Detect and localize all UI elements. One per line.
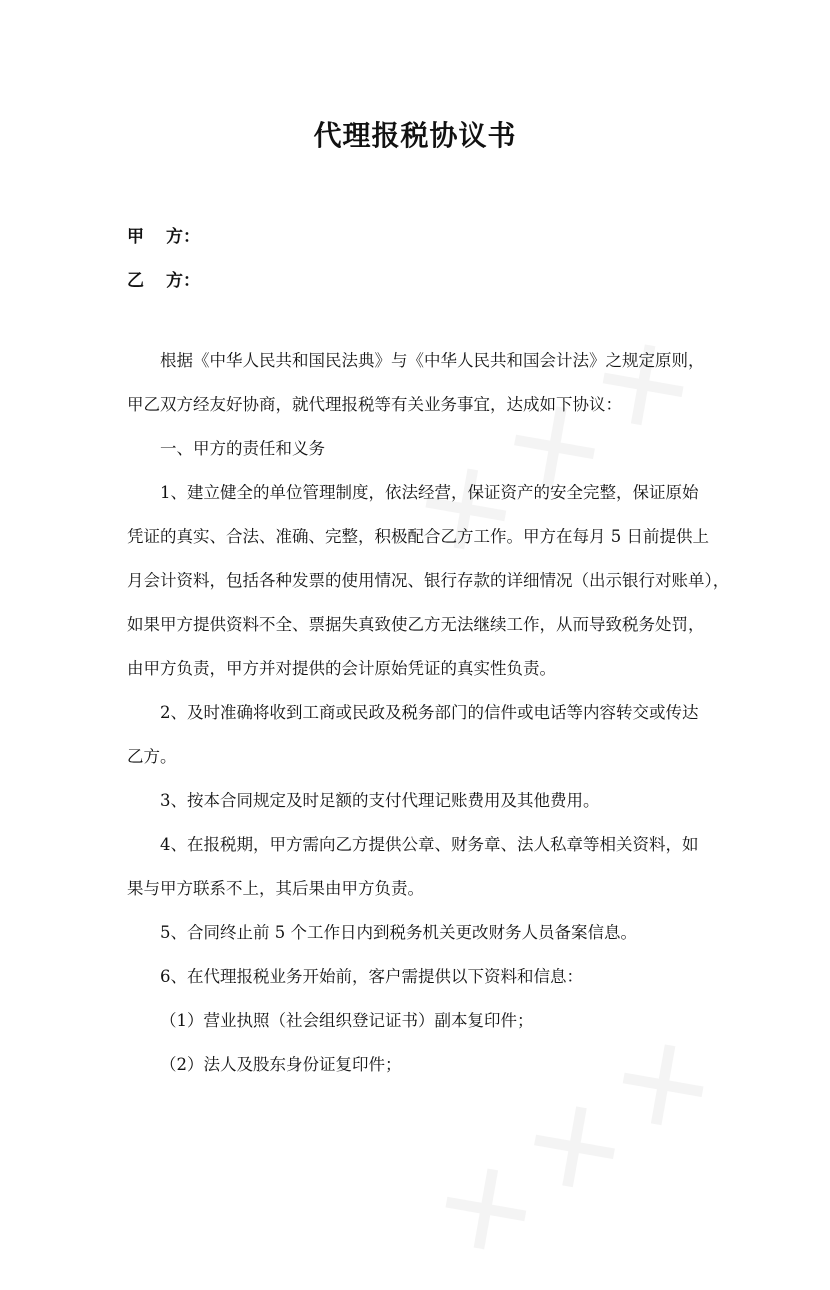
body-line: 月会计资料，包括各种发票的使用情况、银行存款的详细情况（出示银行对账单）， <box>127 571 730 590</box>
party-a-field <box>127 222 200 247</box>
party-a-label: 甲 <box>127 227 144 247</box>
body-line: 凭证的真实、合法、准确、完整，积极配合乙方工作。甲方在每月 5 日前提供上 <box>127 527 709 546</box>
body-line: 乙方。 <box>127 747 177 766</box>
document-title: 代理报税协议书 <box>313 119 517 152</box>
body-line: 一、甲方的责任和义务 <box>160 439 325 458</box>
body-line: 果与甲方联系不上，其后果由甲方负责。 <box>127 879 424 898</box>
body-line: 根据《中华人民共和国民法典》与《中华人民共和国会计法》之规定原则， <box>160 351 705 370</box>
body-line: （2）法人及股东身份证复印件； <box>160 1055 402 1074</box>
party-b-suffix: 方： <box>166 271 200 291</box>
body-line: 2、及时准确将收到工商或民政及税务部门的信件或电话等内容转交或传达 <box>160 703 699 722</box>
party-a-suffix: 方： <box>166 227 200 247</box>
body-line: 如果甲方提供资料不全、票据失真致使乙方无法继续工作，从而导致税务处罚， <box>127 615 705 634</box>
agreement-body <box>127 339 730 1087</box>
body-line: 5、合同终止前 5 个工作日内到税务机关更改财务人员备案信息。 <box>160 923 637 942</box>
body-line: 1、建立健全的单位管理制度，依法经营，保证资产的安全完整，保证原始 <box>160 483 699 502</box>
body-line: 6、在代理报税业务开始前，客户需提供以下资料和信息： <box>160 967 583 986</box>
party-b-label: 乙 <box>127 271 144 291</box>
party-b-field <box>127 266 200 291</box>
body-line: 3、按本合同规定及时足额的支付代理记账费用及其他费用。 <box>160 791 600 810</box>
body-line: （1）营业执照（社会组织登记证书）副本复印件； <box>160 1011 534 1030</box>
body-line: 甲乙双方经友好协商，就代理报税等有关业务事宜，达成如下协议： <box>127 395 622 414</box>
body-line: 4、在报税期，甲方需向乙方提供公章、财务章、法人私章等相关资料，如 <box>160 835 699 854</box>
body-line: 由甲方负责，甲方并对提供的会计原始凭证的真实性负责。 <box>127 659 556 678</box>
